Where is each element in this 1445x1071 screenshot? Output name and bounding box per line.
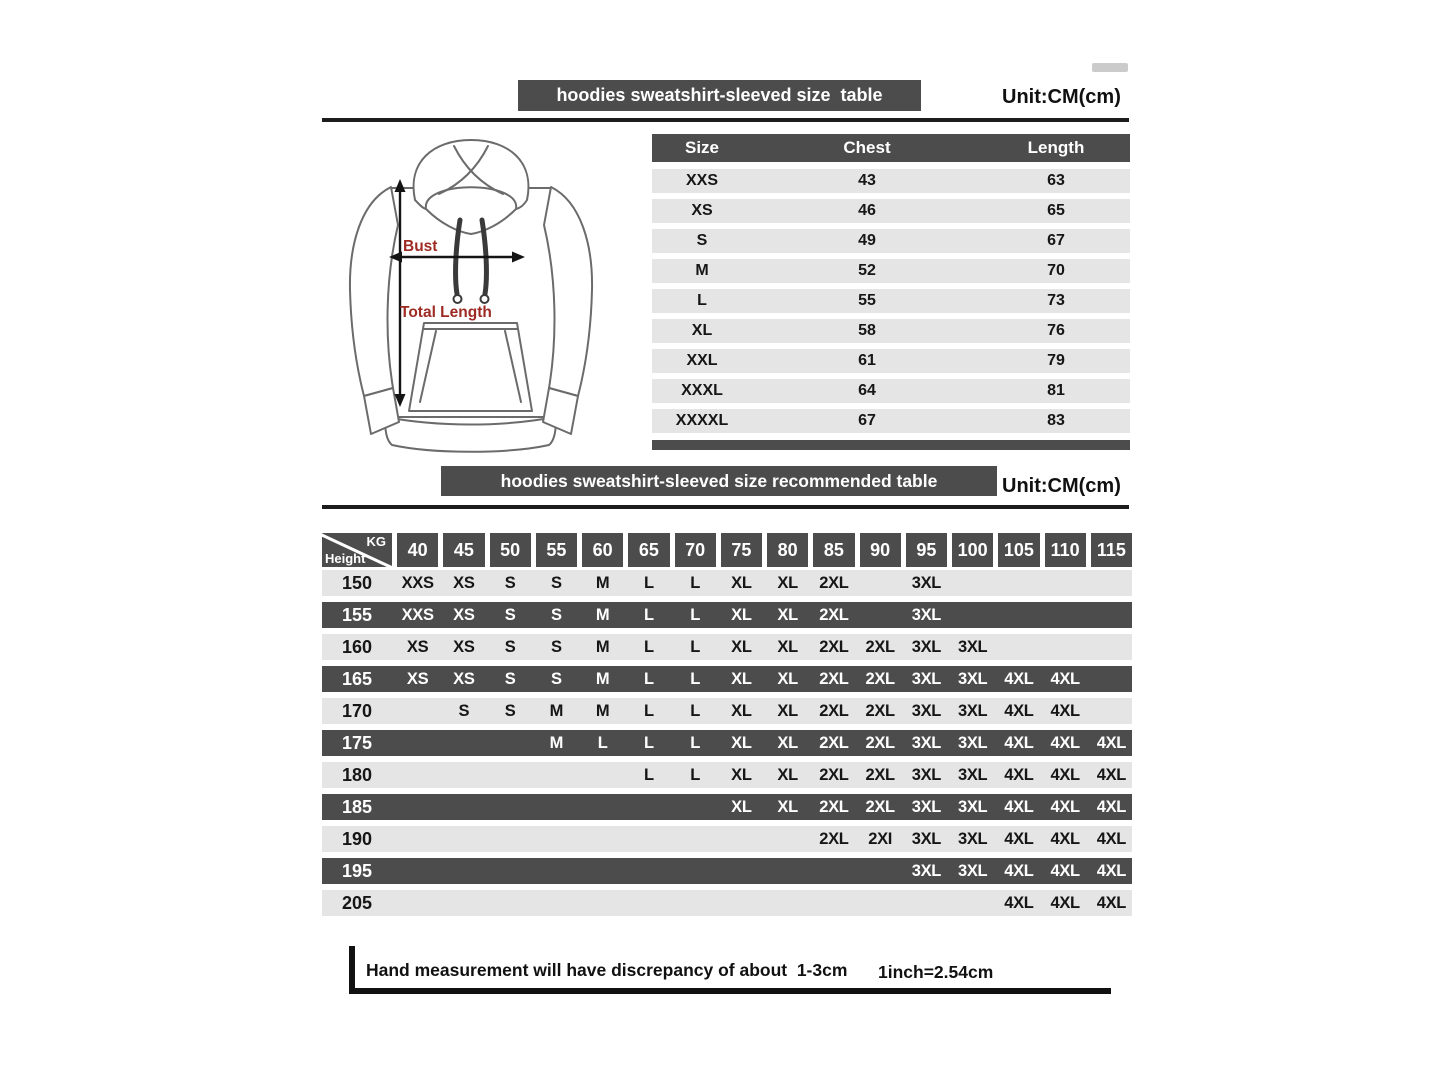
size-recommendation-cell: [397, 890, 438, 916]
height-label: 205: [341, 892, 373, 913]
size-recommendation-cell: [536, 794, 577, 820]
size-recommendation-cell: 4XL: [1050, 701, 1080, 720]
chest-cell: 64: [858, 382, 876, 399]
chest-cell: 67: [858, 412, 876, 429]
size-recommendation-cell: 4XL: [1004, 861, 1034, 880]
weight-header-cell: 95: [906, 533, 947, 567]
size-recommendation-cell: 4XL: [1004, 829, 1034, 848]
matrix-row: [322, 858, 1132, 884]
length-cell: 67: [1047, 232, 1065, 249]
size-recommendation-cell: [397, 826, 438, 852]
weight-header-cell: 65: [628, 533, 669, 567]
size-table-row: [652, 229, 1130, 253]
size-recommendation-cell: 3XL: [957, 733, 988, 752]
size-table-row: [652, 259, 1130, 283]
size-recommendation-cell: [767, 890, 808, 916]
height-label: 155: [341, 604, 373, 625]
size-recommendation-cell: [490, 890, 531, 916]
size-recommendation-cell: [397, 858, 438, 884]
matrix-row: [322, 826, 1132, 852]
size-recommendation-cell: [582, 826, 623, 852]
length-cell: 70: [1047, 262, 1065, 279]
size-recommendation-cell: L: [690, 733, 701, 752]
length-cell: 63: [1047, 172, 1065, 189]
matrix-row: [322, 762, 1132, 788]
size-table-row: [652, 289, 1130, 313]
size-recommendation-cell: L: [690, 573, 701, 592]
size-recommendation-cell: 4XL: [1004, 765, 1034, 784]
drawstring-left-tip: [454, 295, 462, 303]
footnote-conversion: 1inch=2.54cm: [878, 962, 994, 982]
size-recommendation-cell: 2XL: [819, 765, 849, 784]
size-recommendation-cell: [998, 570, 1039, 596]
length-cell: 76: [1047, 322, 1065, 339]
bust-label: Bust: [403, 238, 438, 255]
size-recommendation-cell: [628, 890, 669, 916]
size-recommendation-cell: L: [643, 637, 654, 656]
size-recommendation-cell: 4XL: [1050, 829, 1080, 848]
matrix-row: [322, 890, 1132, 916]
size-recommendation-cell: 3XL: [911, 701, 942, 720]
size-recommendation-cell: S: [504, 605, 516, 624]
size-recommendation-cell: [721, 826, 762, 852]
size-recommendation-cell: [998, 602, 1039, 628]
size-recommendation-cell: [1091, 570, 1132, 596]
size-recommendation-cell: 3XL: [957, 701, 988, 720]
size-recommendation-cell: [1091, 634, 1132, 660]
size-recommendation-cell: [397, 698, 438, 724]
size-recommendation-cell: XL: [731, 701, 752, 720]
length-cell: 79: [1047, 352, 1065, 369]
size-recommendation-cell: M: [595, 637, 610, 656]
size-recommendation-cell: [443, 762, 484, 788]
size-recommendation-cell: 2XL: [819, 605, 849, 624]
size-recommendation-cell: [952, 570, 993, 596]
size-recommendation-cell: XL: [777, 733, 798, 752]
size-recommendation-cell: L: [690, 765, 701, 784]
size-recommendation-cell: 2XL: [819, 573, 849, 592]
size-recommendation-cell: 3XL: [911, 669, 942, 688]
size-recommendation-cell: [490, 794, 531, 820]
chest-cell: 55: [858, 292, 876, 309]
size-recommendation-cell: [397, 794, 438, 820]
chest-cell: 46: [858, 202, 876, 219]
size-recommendation-cell: XL: [731, 797, 752, 816]
size-recommendation-cell: S: [504, 701, 516, 720]
total-length-arrowhead-top: [395, 179, 406, 192]
size-table-row: [652, 199, 1130, 223]
size-recommendation-cell: 4XL: [1050, 733, 1080, 752]
size-table-title: hoodies sweatshirt-sleeved size table: [556, 85, 883, 105]
matrix-row: [322, 666, 1132, 692]
size-recommendation-cell: XS: [453, 637, 475, 656]
size-recommendation-cell: L: [643, 765, 654, 784]
size-recommendation-cell: [582, 858, 623, 884]
size-recommendation-cell: [860, 890, 901, 916]
size-recommendation-cell: 2XL: [819, 829, 849, 848]
size-recommendation-cell: 3XL: [911, 605, 942, 624]
size-recommendation-cell: L: [690, 701, 701, 720]
size-recommendation-cell: 3XL: [957, 765, 988, 784]
size-recommendation-cell: [536, 890, 577, 916]
size-recommendation-cell: [952, 602, 993, 628]
size-recommendation-cell: [675, 826, 716, 852]
size-recommendation-cell: 4XL: [1050, 765, 1080, 784]
matrix-corner-cell: [322, 533, 392, 567]
size-recommendation-cell: 3XL: [911, 861, 942, 880]
size-recommendation-cell: XL: [731, 605, 752, 624]
size-recommendation-cell: [1091, 666, 1132, 692]
chest-cell: 43: [858, 172, 876, 189]
size-cell: M: [695, 262, 709, 279]
matrix-row: [322, 730, 1132, 756]
size-recommendation-cell: 3XL: [911, 573, 942, 592]
size-recommendation-cell: M: [595, 669, 610, 688]
footnote-text: Hand measurement will have discrepancy of about 1-3cm: [366, 960, 848, 980]
size-recommendation-cell: 4XL: [1096, 733, 1127, 752]
chest-cell: 49: [858, 232, 876, 249]
weight-header-cell: 110: [1045, 533, 1086, 567]
size-recommendation-cell: S: [504, 637, 516, 656]
weight-header-cell: 55: [536, 533, 577, 567]
size-recommendation-cell: L: [643, 733, 654, 752]
size-cell: XXXL: [681, 382, 723, 399]
size-recommendation-cell: XS: [453, 573, 475, 592]
length-cell: 81: [1047, 382, 1065, 399]
size-recommendation-cell: [1091, 698, 1132, 724]
size-recommendation-cell: [397, 762, 438, 788]
size-recommendation-cell: [860, 570, 901, 596]
size-recommendation-cell: [1091, 602, 1132, 628]
size-recommendation-cell: L: [597, 733, 608, 752]
chest-column-header: Chest: [843, 138, 891, 157]
size-recommendation-cell: 2XL: [819, 637, 849, 656]
size-recommendation-cell: XL: [777, 765, 798, 784]
size-recommendation-cell: [721, 858, 762, 884]
size-recommendation-cell: S: [551, 605, 562, 624]
size-recommendation-cell: 2XL: [865, 765, 895, 784]
size-cell: XXXXL: [675, 412, 729, 429]
size-recommendation-cell: [1045, 602, 1086, 628]
size-recommendation-cell: [397, 730, 438, 756]
weight-header-cell: 90: [860, 533, 901, 567]
size-recommendation-cell: 2XL: [819, 733, 849, 752]
unit-label-1: Unit:CM(cm): [1002, 86, 1121, 108]
size-recommendation-cell: XXS: [401, 573, 434, 592]
size-recommendation-cell: S: [551, 637, 562, 656]
size-cell: L: [697, 292, 707, 309]
drawstring-right-tip: [481, 295, 489, 303]
size-recommendation-cell: 2XL: [819, 669, 849, 688]
size-recommendation-cell: XL: [777, 797, 798, 816]
size-table-row: [652, 169, 1130, 193]
size-recommendation-cell: [1045, 570, 1086, 596]
size-recommendation-cell: XL: [731, 733, 752, 752]
size-recommendation-cell: [952, 890, 993, 916]
weight-header-cell: 85: [813, 533, 854, 567]
height-label: 185: [341, 796, 373, 817]
scan-artifact: [1092, 63, 1128, 72]
size-cell: XS: [691, 202, 713, 219]
matrix-header-row: [322, 533, 1132, 567]
size-recommendation-cell: [536, 826, 577, 852]
size-recommendation-cell: 4XL: [1004, 701, 1034, 720]
size-recommendation-cell: 2XL: [819, 701, 849, 720]
size-table-footer-bar: [652, 440, 1130, 450]
size-recommendation-cell: M: [595, 573, 610, 592]
footnote-corner-horizontal-bar: [349, 988, 1111, 994]
weight-header-cell: 115: [1091, 533, 1132, 567]
size-recommendation-cell: 3XL: [911, 733, 942, 752]
size-recommendation-cell: S: [504, 573, 516, 592]
size-recommendation-cell: L: [643, 573, 654, 592]
length-cell: 65: [1047, 202, 1065, 219]
size-recommendation-cell: 3XL: [957, 829, 988, 848]
size-recommendation-cell: M: [595, 701, 610, 720]
size-table: [652, 134, 1130, 450]
size-recommendation-cell: 3XL: [911, 637, 942, 656]
size-recommendation-cell: 2XL: [865, 733, 895, 752]
length-cell: 83: [1047, 412, 1065, 429]
total-length-label: Total Length: [400, 304, 492, 321]
size-recommendation-cell: 3XL: [957, 669, 988, 688]
size-table-row: [652, 379, 1130, 403]
size-recommendation-cell: [675, 858, 716, 884]
size-column-header: Size: [684, 138, 720, 157]
size-recommendation-cell: 3XL: [911, 797, 942, 816]
size-recommendation-cell: [813, 858, 854, 884]
size-recommendation-cell: [628, 794, 669, 820]
size-recommendation-cell: [536, 762, 577, 788]
size-recommendation-cell: XL: [731, 573, 752, 592]
size-recommendation-cell: 4XL: [1050, 669, 1080, 688]
size-recommendation-cell: 4XL: [1096, 893, 1127, 912]
size-recommendation-cell: [998, 634, 1039, 660]
size-recommendation-cell: XL: [777, 669, 798, 688]
size-recommendation-cell: XS: [453, 669, 475, 688]
size-recommendation-cell: XS: [453, 605, 475, 624]
height-label: 170: [341, 700, 373, 721]
size-recommendation-cell: XL: [777, 701, 798, 720]
size-recommendation-cell: [443, 826, 484, 852]
size-recommendation-cell: S: [458, 701, 470, 720]
size-recommendation-cell: [582, 890, 623, 916]
recommended-table-title-bar: [441, 466, 997, 496]
matrix-row: [322, 602, 1132, 628]
size-recommendation-cell: [767, 826, 808, 852]
height-label: 160: [341, 636, 373, 657]
size-recommendation-cell: XL: [777, 605, 798, 624]
size-recommendation-cell: M: [595, 605, 610, 624]
size-table-row: [652, 349, 1130, 373]
hoodie-measurement-diagram: [323, 130, 620, 460]
size-recommendation-cell: [1045, 634, 1086, 660]
size-recommendation-cell: 4XL: [1050, 893, 1080, 912]
size-recommendation-cell: 2XL: [865, 701, 895, 720]
size-recommendation-cell: XXS: [401, 605, 434, 624]
size-recommendation-cell: XL: [731, 637, 752, 656]
size-recommendation-cell: [582, 794, 623, 820]
size-recommendation-cell: [675, 890, 716, 916]
chest-cell: 61: [858, 352, 876, 369]
size-recommendation-cell: XL: [731, 765, 752, 784]
chest-cell: 52: [858, 262, 876, 279]
size-recommendation-cell: XL: [777, 573, 798, 592]
size-recommendation-cell: [443, 890, 484, 916]
unit-label-2: Unit:CM(cm): [1002, 475, 1121, 497]
matrix-row: [322, 794, 1132, 820]
weight-header-cell: 45: [443, 533, 484, 567]
size-table-row: [652, 409, 1130, 433]
size-recommendation-cell: 4XL: [1096, 829, 1127, 848]
size-recommendation-cell: 3XL: [957, 797, 988, 816]
corner-kg-label: KG: [366, 534, 386, 549]
size-table-title-bar: [518, 80, 921, 111]
weight-header-cell: 105: [998, 533, 1039, 567]
height-label: 195: [341, 860, 373, 881]
height-label: 175: [341, 732, 373, 753]
size-recommendation-cell: [490, 858, 531, 884]
size-recommendation-cell: [582, 762, 623, 788]
size-cell: XXL: [686, 352, 718, 369]
size-recommendation-cell: L: [643, 605, 654, 624]
footnote-corner-vertical-bar: [349, 946, 355, 993]
size-recommendation-cell: XS: [406, 669, 429, 688]
height-label: 165: [341, 668, 373, 689]
size-recommendation-cell: 4XL: [1096, 797, 1127, 816]
size-recommendation-cell: [490, 762, 531, 788]
height-label: 180: [341, 764, 373, 785]
length-column-header: Length: [1027, 138, 1085, 157]
size-recommendation-cell: L: [690, 669, 701, 688]
size-recommendation-cell: 4XL: [1004, 797, 1034, 816]
matrix-row: [322, 634, 1132, 660]
size-recommendation-cell: [675, 794, 716, 820]
size-recommendation-cell: 4XL: [1004, 669, 1034, 688]
divider-2: [322, 505, 1129, 509]
size-recommendation-cell: XL: [731, 669, 752, 688]
size-recommendation-cell: 3XL: [911, 829, 942, 848]
recommended-size-matrix: [322, 533, 1132, 916]
size-recommendation-cell: 4XL: [1004, 733, 1034, 752]
size-recommendation-cell: [443, 730, 484, 756]
matrix-row: [322, 698, 1132, 724]
size-recommendation-cell: 4XL: [1050, 861, 1080, 880]
size-cell: S: [696, 232, 708, 249]
size-recommendation-cell: [536, 858, 577, 884]
matrix-body: [322, 570, 1132, 916]
size-recommendation-cell: L: [690, 605, 701, 624]
size-recommendation-cell: [860, 858, 901, 884]
size-recommendation-cell: [628, 826, 669, 852]
size-table-row: [652, 319, 1130, 343]
hoodie-hem: [385, 417, 555, 452]
size-table-body: [652, 169, 1130, 433]
weight-header-cell: 70: [675, 533, 716, 567]
height-label: 150: [341, 572, 373, 593]
recommended-table-title: hoodies sweatshirt-sleeved size recommended table: [500, 470, 938, 491]
divider-1: [322, 118, 1129, 122]
matrix-row: [322, 570, 1132, 596]
size-recommendation-cell: 2XL: [865, 637, 895, 656]
size-recommendation-cell: [490, 730, 531, 756]
size-table-header-row: [652, 134, 1130, 162]
size-recommendation-cell: [490, 826, 531, 852]
weight-header-cell: 60: [582, 533, 623, 567]
size-recommendation-cell: S: [551, 669, 562, 688]
height-label: 190: [341, 828, 373, 849]
chest-cell: 58: [858, 322, 876, 339]
size-recommendation-cell: 4XL: [1096, 861, 1127, 880]
size-recommendation-cell: M: [549, 701, 564, 720]
size-recommendation-cell: M: [549, 733, 564, 752]
size-recommendation-cell: [721, 890, 762, 916]
size-recommendation-cell: 4XL: [1050, 797, 1080, 816]
size-recommendation-cell: 2XL: [865, 669, 895, 688]
size-recommendation-cell: XL: [777, 637, 798, 656]
length-cell: 73: [1047, 292, 1065, 309]
size-recommendation-cell: 2XL: [865, 797, 895, 816]
size-recommendation-cell: 3XL: [957, 637, 988, 656]
size-recommendation-cell: [443, 794, 484, 820]
weight-header-cell: 80: [767, 533, 808, 567]
size-recommendation-cell: [443, 858, 484, 884]
size-recommendation-cell: S: [504, 669, 516, 688]
weight-header-cell: 50: [490, 533, 531, 567]
corner-height-label: Height: [325, 551, 366, 566]
weight-header-cell: 100: [952, 533, 993, 567]
size-recommendation-cell: L: [690, 637, 701, 656]
size-recommendation-cell: 3XL: [911, 765, 942, 784]
size-recommendation-cell: 2XL: [819, 797, 849, 816]
size-recommendation-cell: 2XI: [868, 829, 893, 848]
size-cell: XL: [691, 322, 713, 339]
weight-header-cell: 75: [721, 533, 762, 567]
size-recommendation-cell: [767, 858, 808, 884]
size-cell: XXS: [685, 172, 718, 189]
weight-header-cell: 40: [397, 533, 438, 567]
size-recommendation-cell: [860, 602, 901, 628]
size-recommendation-cell: L: [643, 669, 654, 688]
size-recommendation-cell: [813, 890, 854, 916]
size-recommendation-cell: 4XL: [1096, 765, 1127, 784]
size-recommendation-cell: L: [643, 701, 654, 720]
size-recommendation-cell: XS: [406, 637, 429, 656]
size-recommendation-cell: [628, 858, 669, 884]
size-recommendation-cell: [906, 890, 947, 916]
size-recommendation-cell: S: [551, 573, 562, 592]
size-recommendation-cell: 3XL: [957, 861, 988, 880]
size-recommendation-cell: 4XL: [1004, 893, 1034, 912]
